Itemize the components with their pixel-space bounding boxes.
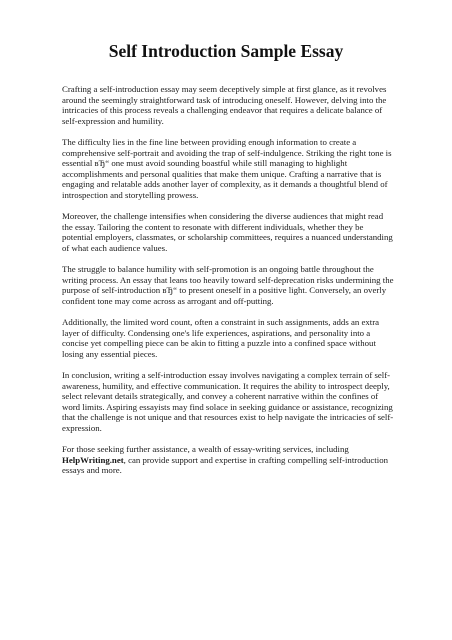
paragraph-conclusion: In conclusion, writing a self-introduction essay involves navigating a complex terrain of self-awareness, humility, and effective communication. It requires the ability to introspect deeply, select relevant details strategically, and convey a coherent narrative within the confines of word limits. Aspiring essayists may find solace in seeking guidance or assistance, recognizing that the challenge is not unique and that resources exist to help navigate the intricacies of self-expression.	[62, 370, 394, 433]
essay-body	[62, 84, 396, 487]
paragraph-intro: Crafting a self-introduction essay may seem deceptively simple at first glance, as it revolves around the seemingly straightforward task of introducing oneself. However, delving into the intricacies of this process reveals a challenging endeavor that requires a delicate balance of self-expression and humility.	[62, 84, 387, 126]
helpwriting-link[interactable]: HelpWriting.net	[62, 454, 124, 465]
closing-prefix: For those seeking further assistance, a wealth of essay-writing services, including	[62, 444, 349, 455]
page-title: Self Introduction Sample Essay	[108, 41, 344, 61]
paragraph-closing	[62, 444, 396, 476]
paragraph-humility: The struggle to balance humility with self-promotion is an ongoing battle throughout the writing process. An essay that leans too heavily toward self-deprecation risks undermining the purpose of self-introduction вЂ“ to present oneself in a positive light. Conversely, an overly confident tone may come across as arrogant and off-putting.	[62, 264, 394, 306]
closing-suffix: , can provide support and expertise in crafting compelling self-introduction essays and more.	[62, 454, 388, 476]
paragraph-audiences: Moreover, the challenge intensifies when considering the diverse audiences that might read the essay. Tailoring the content to resonate with different individuals, whether they be potential employers, classmates, or scholarship committees, requires a nuanced understanding of what each audience values.	[62, 211, 393, 253]
paragraph-word-count: Additionally, the limited word count, often a constraint in such assignments, adds an extra layer of difficulty. Condensing one's life experiences, aspirations, and personality into a concise yet compelling piece can be akin to fitting a puzzle into a confined space without losing any essential pieces.	[62, 317, 380, 359]
paragraph-difficulty: The difficulty lies in the fine line between providing enough information to create a comprehensive self-portrait and avoiding the trap of self-indulgence. Striking the right tone is essential вЂ“ one must avoid sounding boastful while still managing to highlight accomplishments and personal qualities that make them unique. Crafting a narrative that is engaging and relatable adds another layer of complexity, as it demands a thoughtful blend of introspection and storytelling prowess.	[62, 136, 392, 200]
